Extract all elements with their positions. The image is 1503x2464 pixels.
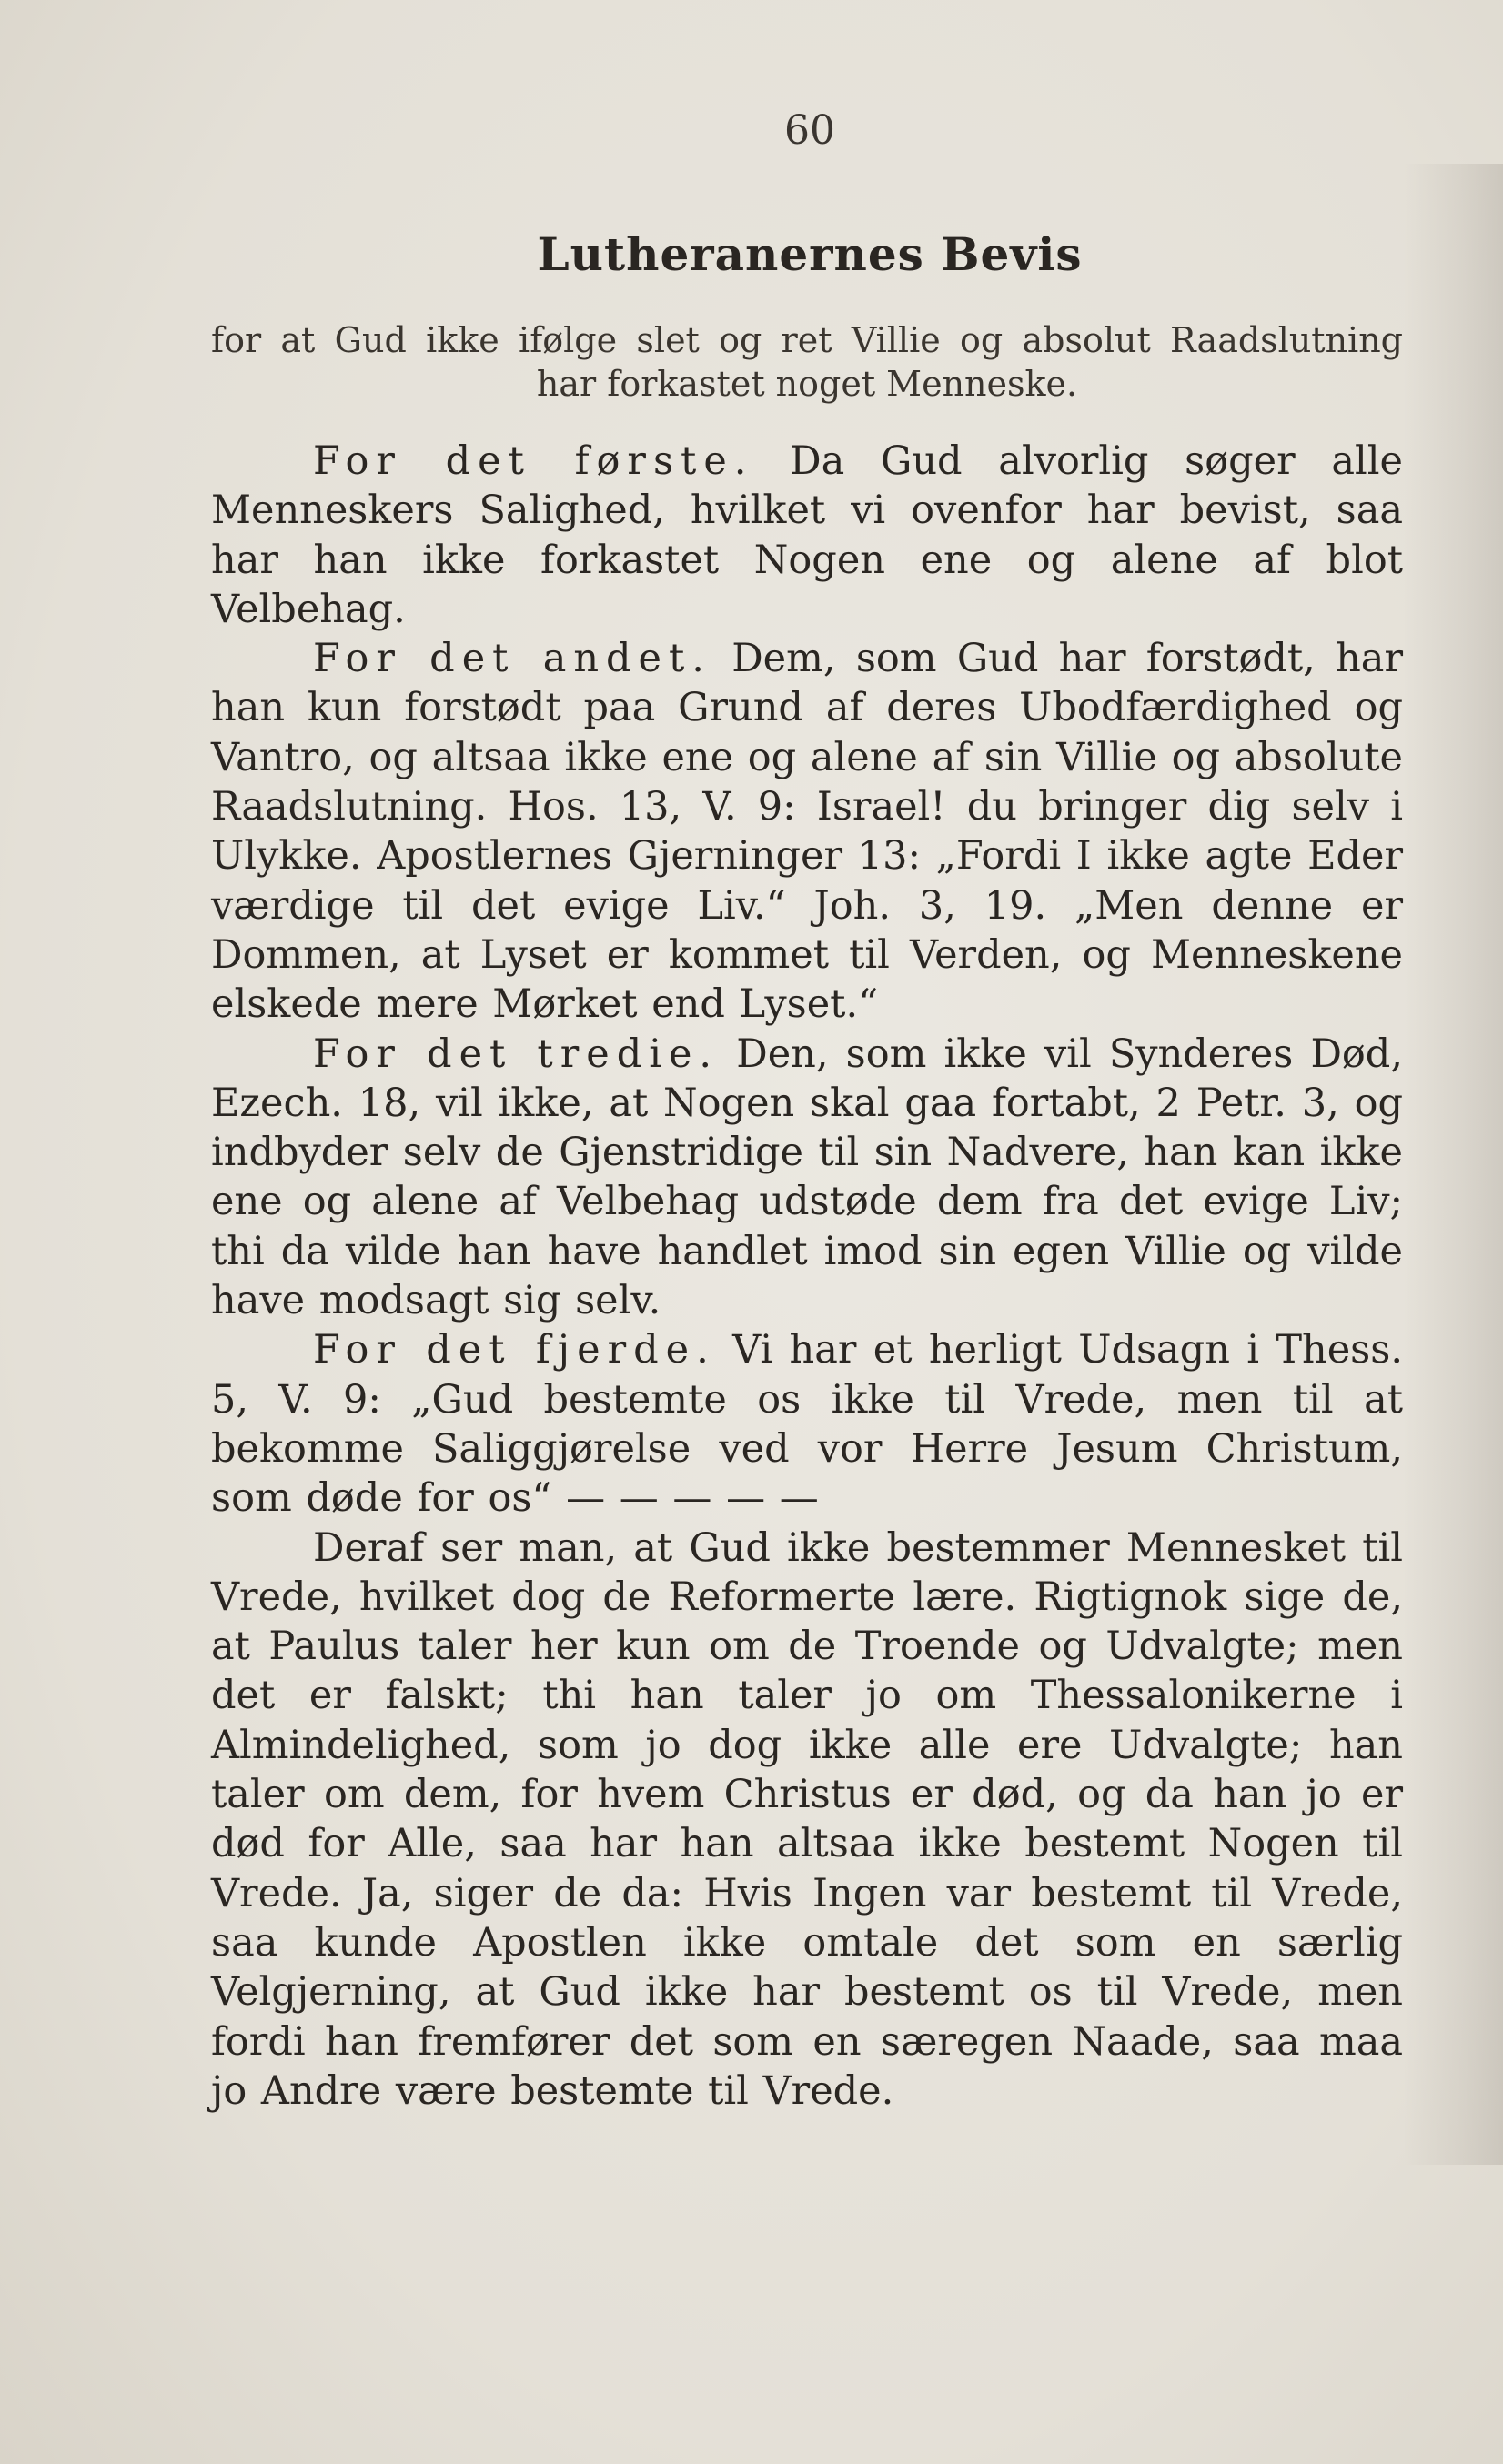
paragraph-text: Da Gud alvorlig søger alle Menneskers Salighed, hvilket vi ovenfor har bevist, saa har han ikke forkastet Nogen ene og alene af blot Velbehag.: [211, 438, 1403, 632]
show-through-shadow: [1403, 164, 1503, 2165]
body-text: [211, 437, 1403, 2116]
paragraph-1: [211, 437, 1403, 634]
paragraph-lead: For det tredie.: [313, 1031, 720, 1077]
subtitle-line-2: har forkastet noget Menneske.: [536, 364, 1078, 404]
paragraph-text: Dem, som Gud har forstødt, har han kun forstødt paa Grund af deres Ubodfærdighed og Vantro, og altsaa ikke ene og alene af sin Villie og absolute Raadslutning. Hos. 13, V. 9: Israel! du bringer dig selv i Ulykke. Apostlernes Gjerninger 13: „Fordi I ikke agte Eder værdige til det evige Liv.“ Joh. 3, 19. „Men denne er Dommen, at Lyset er kommet til Verden, og Menneskene elskede mere Mørket end Lyset.“: [211, 636, 1403, 1028]
paragraph-lead: For det fjerde.: [313, 1327, 716, 1373]
page-number: 60: [784, 107, 835, 154]
paragraph-2: [211, 634, 1403, 1029]
paragraph-3: [211, 1030, 1403, 1326]
paragraph-text: Deraf ser man, at Gud ikke bestemmer Mennesket til Vrede, hvilket dog de Reformerte lære. Rigtignok sige de, at Paulus taler her kun om de Troende og Udvalgte; men det er falskt; thi han taler jo om Thessalonikerne i Almindelighed, som jo dog ikke alle ere Udvalgte; han taler om dem, for hvem Christus er død, og da han jo er død for Alle, saa har han altsaa ikke bestemt Nogen til Vrede. Ja, siger de da: Hvis Ingen var bestemt til Vrede, saa kunde Apostlen ikke omtale det som en særlig Velgjerning, at Gud ikke har bestemt os til Vrede, men fordi han fremfører det som en særegen Naade, saa maa jo Andre være bestemte til Vrede.: [211, 1524, 1403, 2114]
paragraph-text: Vi har et herligt Udsagn i Thess. 5, V. 9: „Gud bestemte os ikke til Vrede, men til at bekomme Saliggjørelse ved vor Herre Jesum Christum, som døde for os“ — — — — —: [211, 1327, 1403, 1522]
section-title: Lutheranernes Bevis: [537, 227, 1083, 281]
paragraph-lead: For det første.: [313, 438, 754, 484]
paragraph-5: [211, 1524, 1403, 2117]
paragraph-4: [211, 1325, 1403, 1523]
paragraph-lead: For det andet.: [313, 636, 711, 682]
subtitle-line-1: for at Gud ikke ifølge slet og ret Villie og absolut Raadslutning: [211, 320, 1403, 360]
paragraph-text: Den, som ikke vil Synderes Død, Ezech. 18, vil ikke, at Nogen skal gaa fortabt, 2 Petr. 3, og indbyder selv de Gjenstridige til sin Nadvere, han kan ikke ene og alene af Velbehag udstøde dem fra det evige Liv; thi da vilde han have handlet imod sin egen Villie og vilde have modsagt sig selv.: [211, 1031, 1403, 1324]
